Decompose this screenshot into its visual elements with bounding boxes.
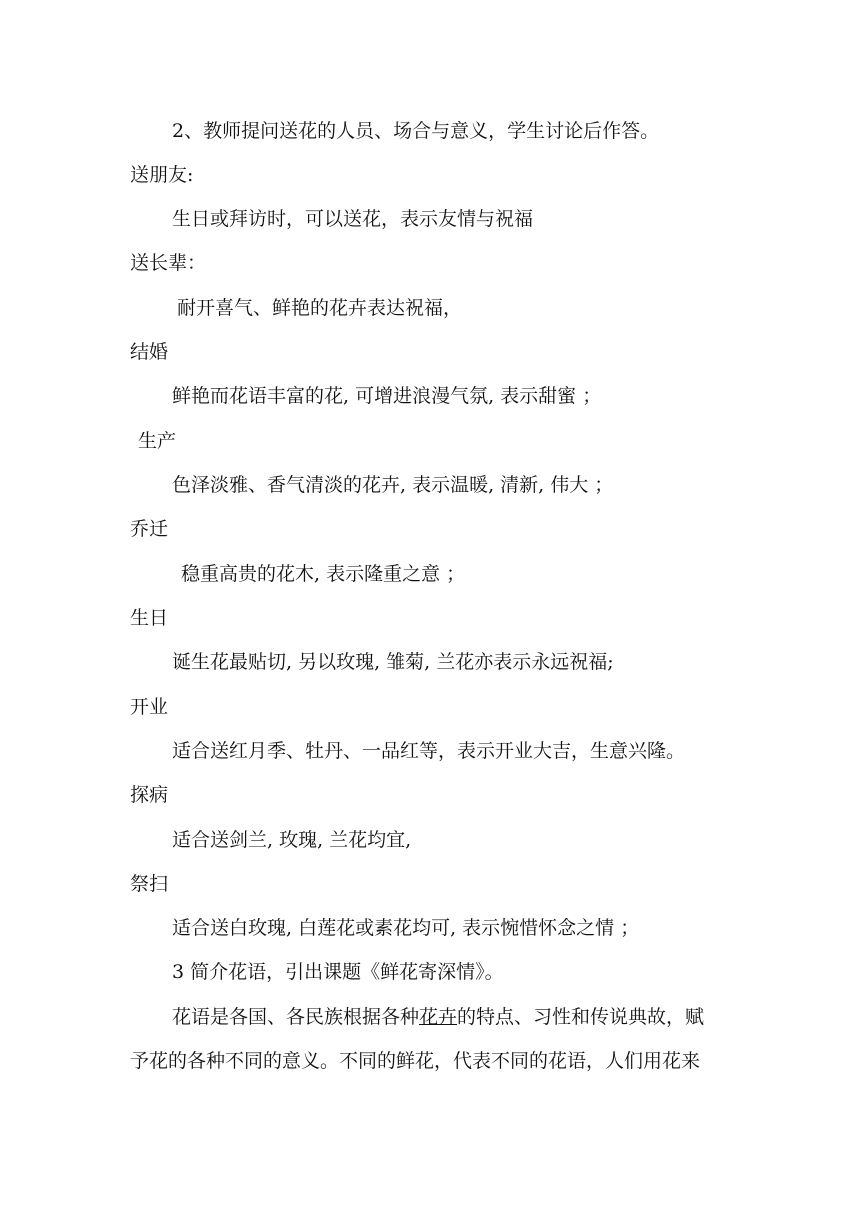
heading-childbirth: 生产 bbox=[138, 430, 177, 452]
heading-visiting-sick: 探病 bbox=[130, 784, 169, 806]
text-elders: 耐开喜气、鲜艳的花卉表达祝福， bbox=[177, 297, 463, 319]
text-friends: 生日或拜访时，可以送花，表示友情与祝福 bbox=[172, 208, 534, 230]
paragraph-teacher-question: 2、教师提问送花的人员、场合与意义，学生讨论后作答。 bbox=[172, 120, 660, 142]
text-moving: 稳重高贵的花木, 表示隆重之意 ； bbox=[181, 563, 466, 585]
heading-birthday: 生日 bbox=[130, 607, 169, 629]
text-wedding: 鲜艳而花语丰富的花, 可增进浪漫气氛, 表示甜蜜 ； bbox=[172, 385, 602, 407]
paragraph-flower-language-line-1 bbox=[172, 1005, 704, 1029]
text-birthday: 诞生花最贴切, 另以玫瑰, 雏菊, 兰花亦表示永远祝福; bbox=[172, 651, 614, 673]
text-tomb-sweeping: 适合送白玫瑰, 白莲花或素花均可, 表示惋惜怀念之情 ； bbox=[172, 917, 640, 939]
heading-opening: 开业 bbox=[130, 696, 169, 718]
text-segment: 花语是各国、各民族根据各种 bbox=[172, 1006, 420, 1028]
paragraph-flower-language-line-2: 予花的各种不同的意义。不同的鲜花，代表不同的花语，人们用花来 bbox=[130, 1050, 701, 1072]
flowers-underlined-word: 花卉 bbox=[419, 1006, 458, 1028]
heading-tomb-sweeping: 祭扫 bbox=[130, 873, 169, 895]
heading-friends: 送朋友: bbox=[130, 164, 194, 186]
paragraph-flower-language-intro: 3 简介花语，引出课题《鲜花寄深情》。 bbox=[172, 961, 504, 983]
heading-wedding: 结婚 bbox=[130, 341, 169, 363]
text-visiting-sick: 适合送剑兰, 玫瑰, 兰花均宜, bbox=[172, 829, 412, 851]
heading-moving: 乔迁 bbox=[130, 518, 169, 540]
text-opening: 适合送红月季、牡丹、一品红等，表示开业大吉，生意兴隆。 bbox=[172, 740, 686, 762]
heading-elders: 送长辈： bbox=[130, 252, 207, 274]
text-segment: 的特点、习性和传说典故，赋 bbox=[457, 1006, 705, 1028]
text-childbirth: 色泽淡雅、香气清淡的花卉, 表示温暖, 清新, 伟大 ； bbox=[172, 474, 614, 496]
